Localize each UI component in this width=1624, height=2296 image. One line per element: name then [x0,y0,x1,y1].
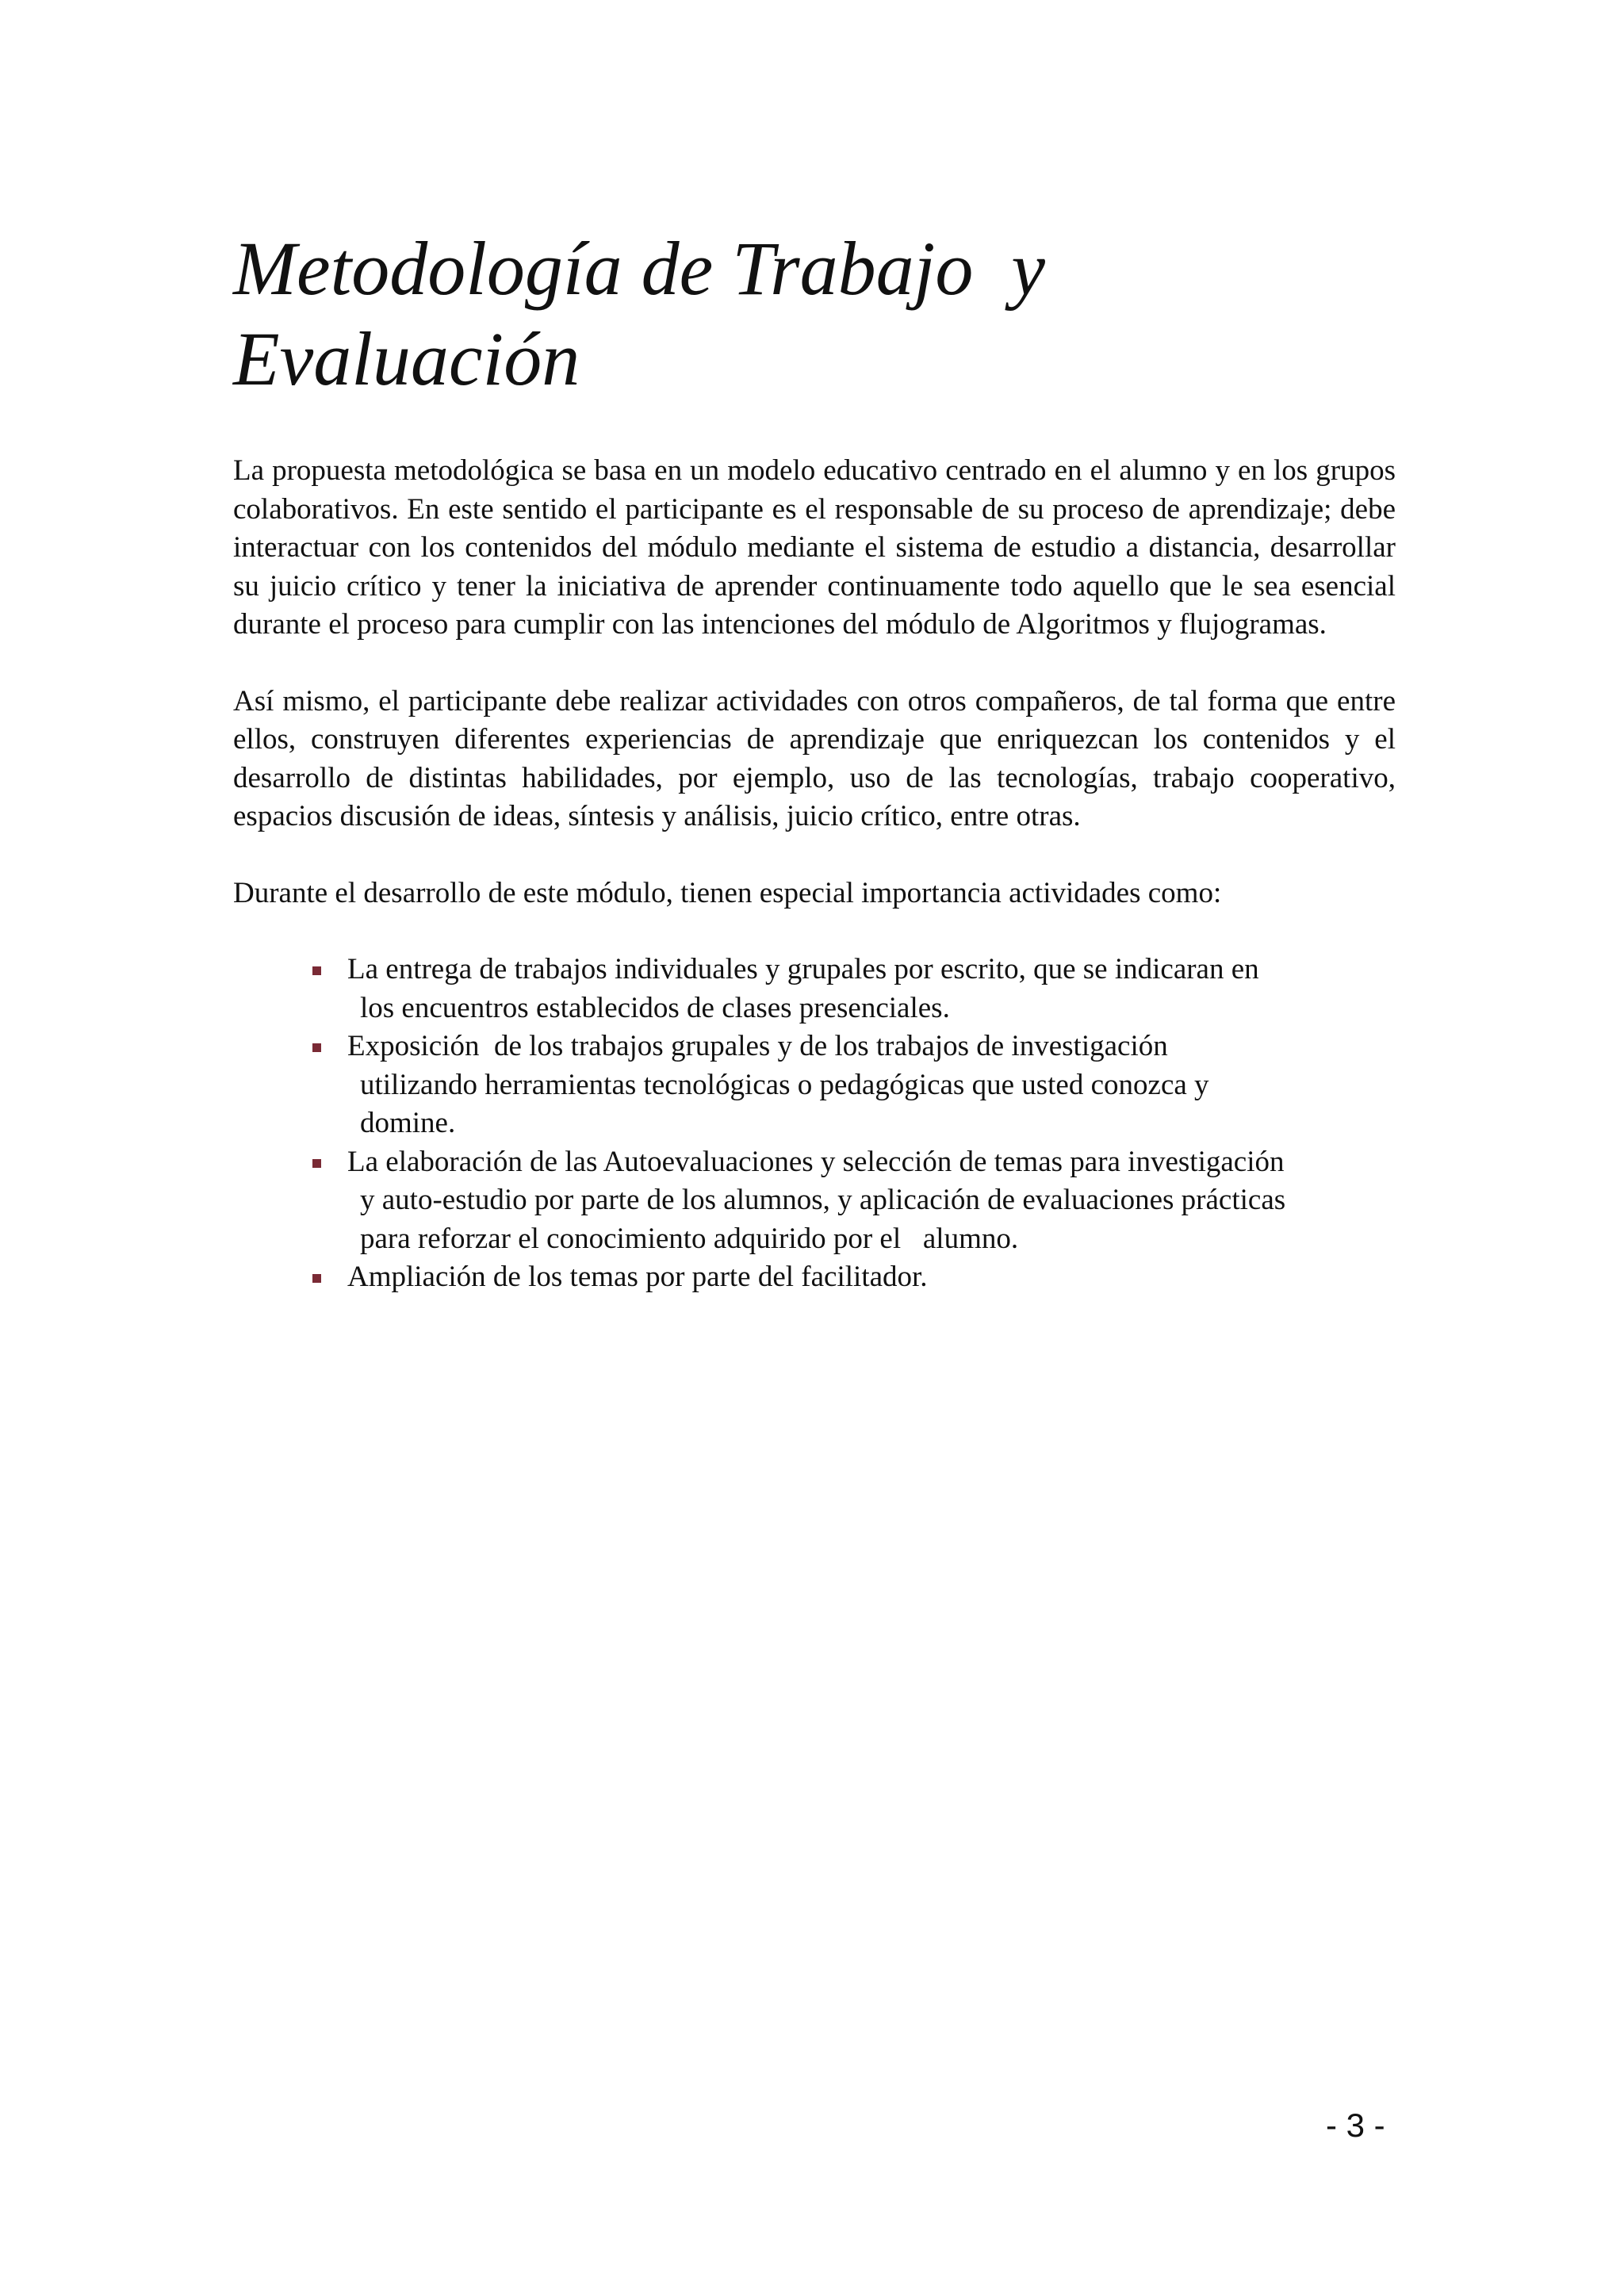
list-item [233,1143,1396,1259]
paragraph-methodology: La propuesta metodológica se basa en un modelo educativo centrado en el alumno y en los grupos colaborativos. En este sentido el participante es el responsable de su proceso de aprendizaje; debe interactuar con los contenidos del módulo mediante el sistema de estudio a distancia, desarrollar su juicio crítico y tener la iniciativa de aprender continuamente todo aquello que le sea esencial durante el proceso para cumplir con las intenciones del módulo de Algoritmos y flujogramas. [233,454,1396,641]
square-bullet-icon [312,1274,321,1283]
list-item [233,1258,1396,1297]
activity-list [233,951,1396,1297]
list-item-line: Ampliación de los temas por parte del facilitador. [347,1261,928,1293]
list-item-line: La entrega de trabajos individuales y grupales por escrito, que se indicaran en [347,953,1259,985]
square-bullet-icon [312,1159,321,1168]
list-item [233,951,1396,1027]
list-item [233,1027,1396,1143]
list-item-line: Exposición de los trabajos grupales y de los trabajos de investigación [347,1030,1168,1062]
page-number: - 3 - [1326,2107,1385,2144]
page-title-line: Evaluación [233,316,580,401]
square-bullet-icon [312,966,321,975]
paragraph-activities: Así mismo, el participante debe realizar actividades con otros compañeros, de tal forma que entre ellos, construyen diferentes experiencias de aprendizaje que enriquezcan los contenidos y el desarrollo de distintas habilidades, por ejemplo, uso de las tecnologías, trabajo cooperativo, espacios discusión de ideas, síntesis y análisis, juicio crítico, entre otras. [233,684,1396,832]
paragraph-intro-list: Durante el desarrollo de este módulo, tienen especial importancia actividades como: [233,876,1222,909]
list-item-line: domine. [360,1107,456,1139]
list-item-line: para reforzar el conocimiento adquirido por el alumno. [360,1222,1019,1255]
square-bullet-icon [312,1043,321,1052]
list-item-line: los encuentros establecidos de clases presenciales. [360,991,950,1024]
list-item-line: utilizando herramientas tecnológicas o pedagógicas que usted conozca y [360,1068,1209,1101]
page-title-line: Metodología de Trabajo y [233,226,1045,311]
document-body [233,452,1396,1297]
list-item-line: La elaboración de las Autoevaluaciones y selección de temas para investigación [347,1145,1285,1178]
list-item-line: y auto-estudio por parte de los alumnos, y aplicación de evaluaciones prácticas [360,1184,1286,1216]
page-title [233,224,1423,404]
